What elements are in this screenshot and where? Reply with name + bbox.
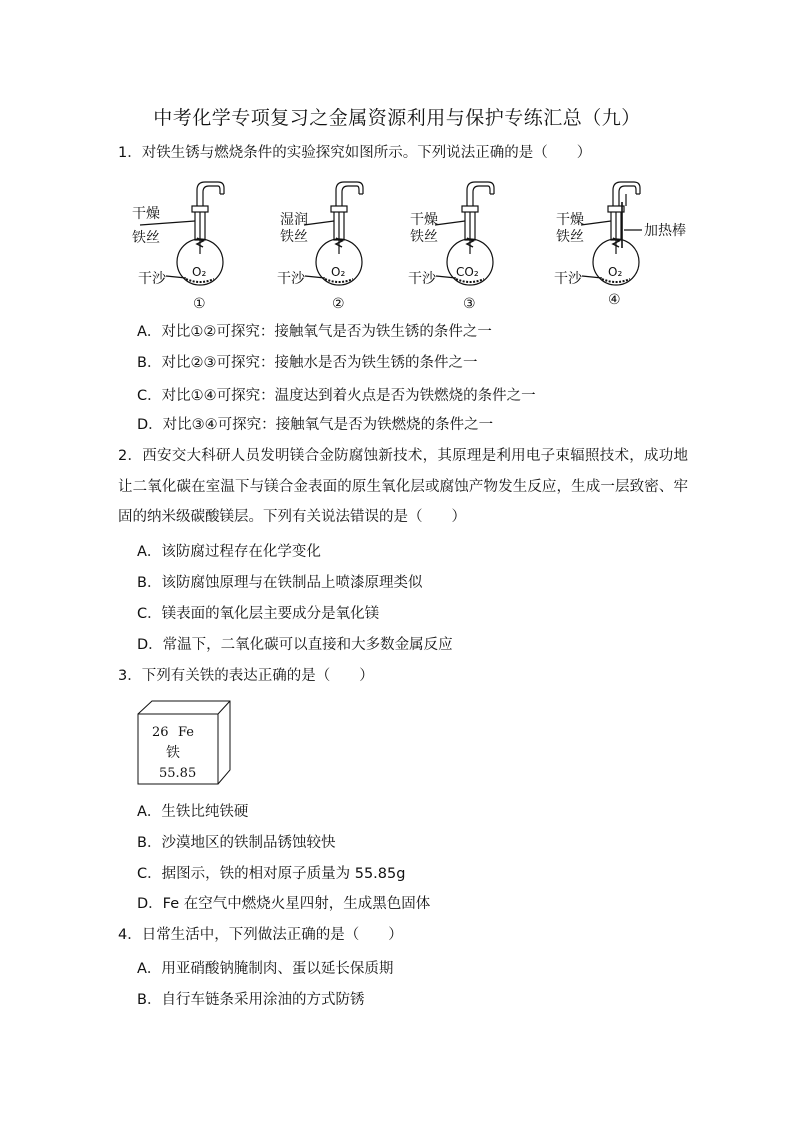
label-heating-rod: 加热棒 xyxy=(644,223,686,239)
q4-option-b: B．自行车链条采用涂油的方式防锈 xyxy=(137,992,365,1008)
q1-option-c: C．对比①④可探究：温度达到着火点是否为铁燃烧的条件之一 xyxy=(137,388,536,404)
flask-diagram xyxy=(130,172,710,318)
flask-number-4: ④ xyxy=(608,292,621,308)
label-o2-4: O₂ xyxy=(608,265,623,279)
label-wet-wire-a: 湿润 xyxy=(280,212,308,228)
label-o2-2: O₂ xyxy=(331,265,346,279)
question-2-stem: 2．西安交大科研人员发明镁合金防腐蚀新技术，其原理是利用电子束辐照技术，成功地让二氧化碳在室温下与镁合金表面的原生氧化层或腐蚀产物发生反应，生成一层致密、牢固的纳米级碳酸镁层。下列有关说法错误的是（ ） xyxy=(118,448,688,525)
q2-option-a: A．该防腐过程存在化学变化 xyxy=(137,544,321,560)
q3-option-c: C．据图示，铁的相对原子质量为 55.85g xyxy=(137,866,406,882)
q3-option-a: A．生铁比纯铁硬 xyxy=(137,804,249,820)
label-dry-sand-4: 干沙 xyxy=(554,271,582,287)
label-dry-sand-3: 干沙 xyxy=(408,271,436,287)
q1-option-a: A．对比①②可探究：接触氧气是否为铁生锈的条件之一 xyxy=(137,324,492,340)
label-dry-wire-4b: 铁丝 xyxy=(556,229,584,245)
q1-option-b: B．对比②③可探究：接触水是否为铁生锈的条件之一 xyxy=(137,355,478,371)
question-3-stem: 3．下列有关铁的表达正确的是（ ） xyxy=(118,668,374,684)
q2-option-b: B．该防腐蚀原理与在铁制品上喷漆原理类似 xyxy=(137,575,423,591)
iron-element-cell xyxy=(132,700,232,786)
q4-option-a: A．用亚硝酸钠腌制肉、蛋以延长保质期 xyxy=(137,961,394,977)
q2-option-d: D．常温下，二氧化碳可以直接和大多数金属反应 xyxy=(137,637,453,653)
element-atomic-number: 26 xyxy=(152,725,169,740)
label-wet-wire-b: 铁丝 xyxy=(280,229,308,245)
label-co2: CO₂ xyxy=(456,265,479,279)
q2-option-c: C．镁表面的氧化层主要成分是氧化镁 xyxy=(137,606,380,622)
q1-apparatus-figure xyxy=(130,172,710,318)
flask-number-3: ③ xyxy=(463,296,476,312)
question-1-stem: 1．对铁生锈与燃烧条件的实验探究如图所示。下列说法正确的是（ ） xyxy=(118,145,592,161)
question-4-stem: 4．日常生活中，下列做法正确的是（ ） xyxy=(118,927,403,943)
page-title: 中考化学专项复习之金属资源利用与保护专练汇总（九） xyxy=(153,107,641,129)
q3-option-b: B．沙漠地区的铁制品锈蚀较快 xyxy=(137,835,336,851)
q1-option-d: D．对比③④可探究：接触氧气是否为铁燃烧的条件之一 xyxy=(137,417,494,433)
label-dry-wire-4a: 干燥 xyxy=(556,212,584,228)
element-symbol: Fe xyxy=(178,725,195,740)
label-dry-wire-3b: 铁丝 xyxy=(410,229,438,245)
label-dry-sand-2: 干沙 xyxy=(277,271,305,287)
element-atomic-mass: 55.85 xyxy=(159,766,197,781)
element-name: 铁 xyxy=(166,745,180,761)
label-dry-wire-1b: 铁丝 xyxy=(132,230,160,246)
label-dry-sand-1: 干沙 xyxy=(138,271,166,287)
label-dry-wire-1a: 干燥 xyxy=(132,206,160,222)
label-o2-1: O₂ xyxy=(192,265,207,279)
flask-number-2: ② xyxy=(332,296,345,312)
label-dry-wire-3a: 干燥 xyxy=(410,212,438,228)
flask-number-1: ① xyxy=(193,296,206,312)
q3-option-d: D．Fe 在空气中燃烧火星四射，生成黑色固体 xyxy=(137,896,431,912)
